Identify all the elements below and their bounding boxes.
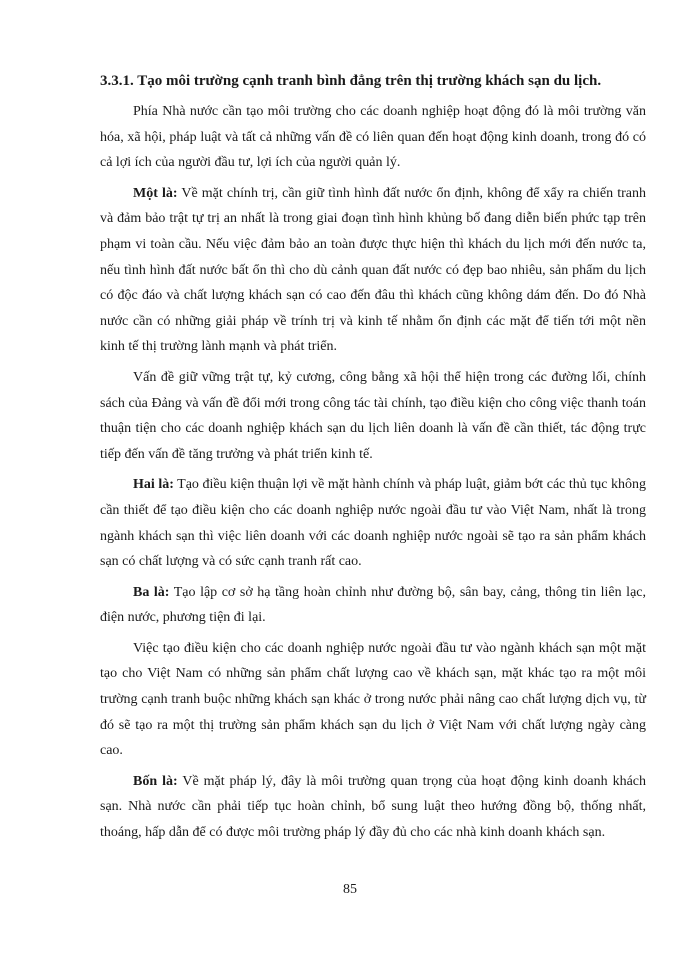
paragraph-intro (100, 99, 646, 176)
section-heading: 3.3.1. Tạo môi trường cạnh tranh bình đẳng trên thị trường khách sạn du lịch. (100, 73, 602, 89)
paragraph-text: Tạo lập cơ sở hạ tầng hoàn chỉnh như đường bộ, sân bay, cảng, thông tin liên lạc, điện nước, phương tiện đi lại. (100, 584, 646, 626)
paragraph-point-four (100, 769, 646, 846)
paragraph-text: Phía Nhà nước cần tạo môi trường cho các doanh nghiệp hoạt động đó là môi trường văn hóa, xã hội, pháp luật và tất cả những vấn đề có liên quan đến hoạt động kinh doanh, trong đó có cả lợi ích của người đầu tư, lợi ích của người quản lý. (100, 104, 646, 171)
paragraph-point-three (100, 580, 646, 631)
page-number: 85 (343, 882, 357, 897)
paragraph-lead: Một là: (133, 185, 178, 201)
paragraph-text: Về mặt pháp lý, đây là môi trường quan trọng của hoạt động kinh doanh khách sạn. Nhà nước cần phải tiếp tục hoàn chỉnh, bổ sung luật theo hướng đồng bộ, thống nhất, thoáng, hấp dẫn để có được môi trường pháp lý đầy đủ cho các nhà kinh doanh khách sạn. (100, 773, 646, 841)
paragraph-order-discipline (100, 365, 646, 467)
paragraph-text: Việc tạo điều kiện cho các doanh nghiệp nước ngoài đầu tư vào ngành khách sạn một mặt tạo cho Việt Nam có những sản phẩm chất lượng cao về khách sạn, mặt khác tạo ra một môi trường cạnh tranh buộc những khách sạn khác ở trong nước phải nâng cao chất lượng dịch vụ, từ đó sẽ tạo ra một thị trường sản phẩm khách sạn du lịch ở Việt Nam với chất lượng ngày càng cao. (100, 640, 646, 759)
paragraph-lead: Bốn là: (133, 773, 178, 789)
paragraph-lead: Hai là: (133, 477, 174, 493)
paragraph-foreign-investment (100, 636, 646, 764)
paragraph-point-one (100, 181, 646, 360)
paragraph-text: Vấn đề giữ vững trật tự, kỷ cương, công bằng xã hội thể hiện trong các đường lối, chính sách của Đảng và vấn đề đổi mới trong công tác tài chính, tạo điều kiện cho công việc thanh toán thuận tiện cho các doanh nghiệp khách sạn du lịch liên doanh là vấn đề cần thiết, tác động trực tiếp đến vấn đề tăng trưởng và phát triển kinh tế. (100, 369, 646, 462)
paragraph-lead: Ba là: (133, 584, 170, 600)
paragraph-text: Tạo điều kiện thuận lợi về mặt hành chính và pháp luật, giảm bớt các thủ tục không cần thiết để tạo điều kiện cho các doanh nghiệp nước ngoài đầu tư vào Việt Nam, nhất là trong ngành khách sạn thì việc liên doanh với các doanh nghiệp nước ngoài sẽ tạo ra sản phẩm khách sạn có chất lượng và có sức cạnh tranh rất cao. (100, 477, 646, 570)
paragraph-point-two (100, 472, 646, 574)
paragraph-text: Về mặt chính trị, cần giữ tình hình đất nước ổn định, không để xẩy ra chiến tranh và đảm bảo trật tự trị an nhất là trong giai đoạn tình hình khủng bố đang diễn biến phức tạp trên phạm vi toàn cầu. Nếu việc đảm bảo an toàn được thực hiện thì khách du lịch mới đến nước ta, nếu tình hình đất nước bất ổn thì cho dù cảnh quan đất nước có đẹp bao nhiêu, sản phẩm du lịch có độc đáo và chất lượng khách sạn có cao đến đâu thì khách cũng không dám đến. Do đó Nhà nước cần có những giải pháp về trính trị và kinh tế nhằm ổn định các mặt để tiến tới một nền kinh tế thị trường lành mạnh và phát triển. (100, 185, 646, 355)
